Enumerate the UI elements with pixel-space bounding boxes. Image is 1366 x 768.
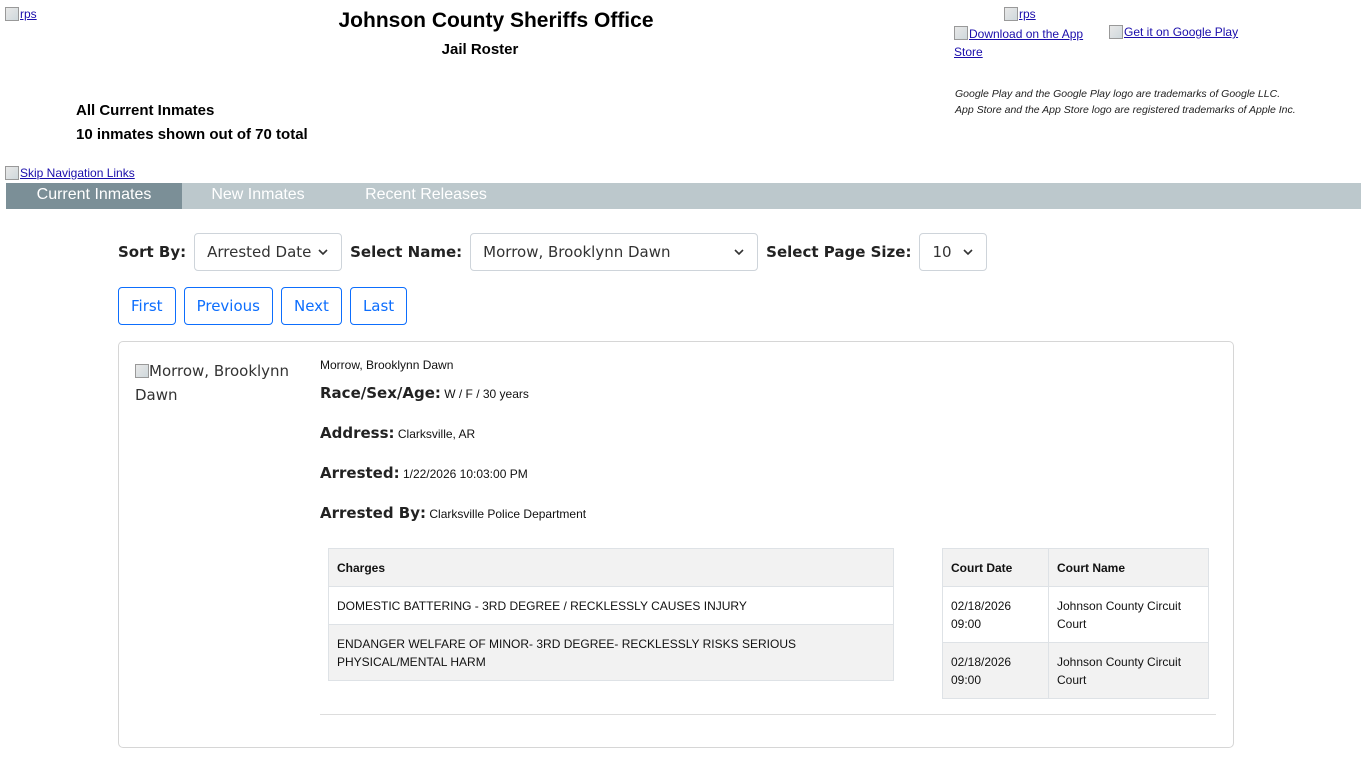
charges-header: Charges [329, 549, 894, 587]
google-trademark-notice: Google Play and the Google Play logo are trademarks of Google LLC. [955, 88, 1281, 100]
court-date-cell: 02/18/2026 09:00 [943, 587, 1049, 643]
broken-image-icon [1109, 25, 1123, 39]
filter-bar [118, 233, 995, 271]
name-label: Select Name: [350, 243, 463, 261]
arrested-by-value: Clarksville Police Department [429, 507, 587, 521]
table-row [329, 587, 894, 625]
table-row [329, 625, 894, 681]
race-sex-age-label: Race/Sex/Age: [320, 384, 441, 402]
court-name-cell: Johnson County Circuit Court [1049, 643, 1209, 699]
inmate-photo-alt: Morrow, Brooklynn Dawn [135, 362, 290, 404]
inmate-name: Morrow, Brooklynn Dawn [320, 358, 454, 372]
logo-left-alt: rps [20, 7, 37, 21]
name-select[interactable] [470, 233, 758, 271]
table-row [943, 643, 1209, 699]
chevron-down-icon [317, 246, 329, 258]
court-name-cell: Johnson County Circuit Court [1049, 587, 1209, 643]
first-page-button[interactable]: First [118, 287, 176, 325]
court-table [942, 548, 1209, 699]
broken-image-icon [954, 26, 968, 40]
tab-current-inmates[interactable]: Current Inmates [6, 183, 182, 209]
tab-new-inmates[interactable]: New Inmates [211, 186, 305, 203]
sort-select[interactable] [194, 233, 342, 271]
court-name-header: Court Name [1049, 549, 1209, 587]
broken-image-icon [135, 364, 149, 378]
next-page-button[interactable]: Next [281, 287, 342, 325]
arrested-value: 1/22/2026 10:03:00 PM [402, 467, 528, 481]
last-page-button[interactable]: Last [350, 287, 407, 325]
inmate-count: 10 inmates shown out of 70 total [76, 126, 308, 143]
arrested-by-label: Arrested By: [320, 504, 427, 522]
chevron-down-icon [733, 246, 745, 258]
inmate-card [118, 341, 1234, 748]
skip-navigation-alt: Skip Navigation Links [20, 166, 135, 180]
sort-value: Arrested Date [207, 243, 312, 261]
address-field [320, 424, 475, 442]
arrested-by-field [320, 504, 586, 522]
broken-image-icon [5, 7, 19, 21]
name-value: Morrow, Brooklynn Dawn [483, 243, 671, 261]
view-title: All Current Inmates [76, 102, 215, 119]
address-label: Address: [320, 424, 395, 442]
sort-label: Sort By: [118, 243, 187, 261]
page-size-select[interactable] [919, 233, 987, 271]
logo-right-image[interactable] [1004, 7, 1036, 21]
charge-cell: ENDANGER WELFARE OF MINOR- 3RD DEGREE- RECKLESSLY RISKS SERIOUS PHYSICAL/MENTAL HARM [329, 625, 894, 681]
tab-recent-releases[interactable]: Recent Releases [365, 186, 487, 203]
page-title: Johnson County Sheriffs Office [338, 9, 654, 32]
broken-image-icon [5, 166, 19, 180]
app-store-alt: Download on the App Store [954, 27, 1084, 59]
broken-image-icon [1004, 7, 1018, 21]
logo-left-image[interactable] [5, 7, 37, 21]
google-play-alt: Get it on Google Play [1124, 25, 1239, 39]
arrested-label: Arrested: [320, 464, 400, 482]
skip-navigation-link[interactable] [5, 166, 135, 180]
court-date-header: Court Date [943, 549, 1049, 587]
card-divider [320, 714, 1216, 715]
page-size-value: 10 [932, 243, 952, 261]
charges-table [328, 548, 894, 681]
apple-trademark-notice: App Store and the App Store logo are registered trademarks of Apple Inc. [955, 104, 1296, 116]
race-sex-age-value: W / F / 30 years [444, 387, 529, 401]
court-date-cell: 02/18/2026 09:00 [943, 643, 1049, 699]
app-store-badge[interactable] [954, 25, 1096, 61]
table-row [943, 587, 1209, 643]
logo-right-alt: rps [1019, 7, 1036, 21]
arrested-field [320, 464, 528, 482]
inmate-photo [135, 359, 305, 407]
previous-page-button[interactable]: Previous [184, 287, 273, 325]
address-value: Clarksville, AR [397, 427, 476, 441]
page-size-label: Select Page Size: [766, 243, 912, 261]
chevron-down-icon [962, 246, 974, 258]
google-play-badge[interactable] [1109, 25, 1238, 39]
charge-cell: DOMESTIC BATTERING - 3RD DEGREE / RECKLESSLY CAUSES INJURY [329, 587, 894, 625]
page-subtitle: Jail Roster [441, 41, 519, 58]
nav-bar [6, 183, 1361, 209]
pagination [118, 287, 407, 325]
race-sex-age-field [320, 384, 529, 402]
